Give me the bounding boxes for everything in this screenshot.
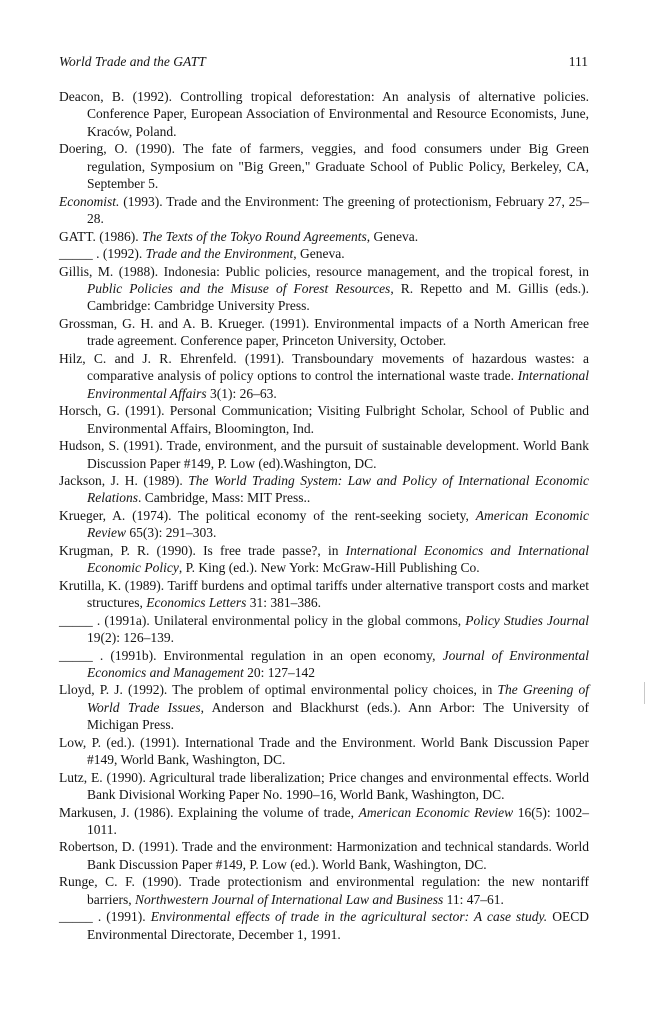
reference-title-italic: The Texts of the Tokyo Round Agreements (141, 228, 367, 244)
reference-entry (59, 804, 589, 839)
reference-text: _____ . (1991a). Unilateral environmental policy in the global commons, (59, 612, 466, 628)
reference-entry (59, 734, 589, 769)
reference-text: Deacon, B. (1992). Controlling tropical deforestation: An analysis of alternative policies. Conference Paper, European Association of Environmental and Resource Economists, June, Kraców, Poland. (59, 89, 589, 139)
reference-text: 16(5): 1002–1011. (87, 804, 589, 838)
reference-entry (59, 542, 589, 577)
reference-text: GATT. (1986). (59, 228, 142, 244)
reference-entry (59, 681, 589, 733)
reference-text: 3(1): 26–63. (206, 385, 277, 401)
reference-entry (59, 908, 589, 943)
reference-entry (59, 647, 589, 682)
reference-entry (59, 315, 589, 350)
reference-text: Runge, C. F. (1990). Trade protectionism and environmental regulation: the new nontariff barriers, (59, 874, 589, 907)
reference-title-italic: Economics Letters (146, 595, 247, 611)
reference-entry (59, 263, 589, 315)
reference-title-italic: Public Policies and the Misuse of Forest Resources (87, 280, 391, 296)
reference-title-italic: International Economics and International Economic Policy (87, 542, 589, 576)
reference-title-italic: The World Trading System: Law and Policy of International Economic Relations (87, 472, 589, 506)
reference-entry (59, 140, 589, 192)
reference-text: 65(3): 291–303. (125, 525, 217, 541)
reference-text: 19(2): 126–139. (87, 630, 174, 646)
reference-text: , R. Repetto and M. Gillis (eds.). Cambridge: Cambridge University Press. (87, 280, 589, 314)
reference-text: (1993). Trade and the Environment: The greening of protectionism, February 27, 25–28. (87, 193, 589, 227)
reference-text: Lutz, E. (1990). Agricultural trade liberalization; Price changes and environmental effects. World Bank Divisional Working Paper No. 1990–16, World Bank, Washington, DC. (59, 769, 589, 803)
reference-text: _____ . (1992). (59, 246, 146, 262)
reference-entry (59, 193, 589, 228)
reference-text: , P. King (ed.). New York: McGraw-Hill Publishing Co. (178, 560, 480, 576)
reference-text: , Geneva. (293, 246, 345, 262)
reference-text: Krutilla, K. (1989). Tariff burdens and optimal tariffs under alternative transport costs and market structures, (59, 577, 589, 611)
reference-text: Markusen, J. (1986). Explaining the volume of trade, (59, 804, 359, 820)
reference-text: Gillis, M. (1988). Indonesia: Public policies, resource management, and the tropical forest, in (59, 263, 589, 279)
reference-entry (59, 402, 589, 437)
reference-entry (59, 350, 589, 402)
reference-text: . Cambridge, Mass: MIT Press.. (138, 490, 311, 506)
reference-text: 20: 127–142 (243, 664, 315, 680)
page-number: 111 (568, 54, 588, 69)
reference-text: Robertson, D. (1991). Trade and the environment: Harmonization and technical standards. World Bank Discussion Paper #149, P. Low (ed.). World Bank, Washington, DC. (59, 839, 589, 872)
reference-entry (59, 612, 589, 647)
reference-entry (59, 577, 589, 612)
reference-text: Krugman, P. R. (1990). Is free trade passe?, in (59, 542, 346, 558)
reference-entry (59, 88, 589, 140)
reference-text: OECD Environmental Directorate, December 1, 1991. (87, 909, 590, 942)
reference-entry (59, 873, 589, 908)
reference-entry (59, 472, 589, 507)
reference-entry (59, 437, 589, 472)
reference-title-italic: Economist. (59, 193, 120, 209)
reference-entry (59, 245, 589, 262)
reference-text: 11: 47–61. (443, 891, 504, 907)
reference-title-italic: The Greening of World Trade Issues (87, 682, 589, 715)
reference-text: _____ . (1991). (59, 909, 151, 925)
reference-text: Low, P. (ed.). (1991). International Trade and the Environment. World Bank Discussion Paper #149, World Bank, Washington, DC. (59, 734, 589, 768)
reference-text: Jackson, J. H. (1989). (59, 472, 189, 488)
reference-text: Hilz, C. and J. R. Ehrenfeld. (1991). Transboundary movements of hazardous wastes: a comparative analysis of policy options to control the international waste trade. (59, 350, 589, 384)
reference-text: , Geneva. (366, 228, 419, 244)
reference-title-italic: Northwestern Journal of International Law and Business (134, 891, 444, 907)
reference-text: Lloyd, P. J. (1992). The problem of optimal environmental policy choices, in (59, 682, 498, 698)
reference-text: Hudson, S. (1991). Trade, environment, and the pursuit of sustainable development. World Bank Discussion Paper #149, P. Low (ed).Washington, DC. (59, 438, 589, 471)
reference-text: Krueger, A. (1974). The political economy of the rent-seeking society, (59, 507, 476, 523)
reference-text: Grossman, G. H. and A. B. Krueger. (1991). Environmental impacts of a North American free trade agreement. Conference paper, Princeton University, October. (59, 315, 589, 349)
reference-entry (59, 228, 589, 245)
reference-title-italic: Environmental effects of trade in the agricultural sector: A case study. (150, 909, 548, 925)
running-header (59, 54, 588, 74)
reference-title-italic: American Economic Review (358, 804, 514, 820)
reference-title-italic: Policy Studies Journal (465, 612, 589, 628)
margin-mark (644, 682, 645, 704)
reference-entry (59, 507, 589, 542)
reference-text: , Anderson and Blackhurst (eds.). Ann Arbor: The University of Michigan Press. (87, 699, 589, 733)
reference-text: 31: 381–386. (246, 595, 321, 611)
running-title: World Trade and the GATT (59, 54, 206, 69)
reference-title-italic: Trade and the Environment (145, 246, 294, 262)
reference-entry (59, 838, 589, 873)
reference-list (59, 88, 589, 943)
reference-text: Doering, O. (1990). The fate of farmers, veggies, and food consumers under Big Green regulation, Symposium on "Big Green," Graduate School of Public Policy, Berkeley, CA, September 5. (59, 141, 589, 192)
reference-title-italic: Journal of Environmental Economics and Management (87, 647, 590, 680)
reference-title-italic: International Environmental Affairs (87, 368, 589, 401)
reference-text: _____ . (1991b). Environmental regulation in an open economy, (59, 647, 443, 663)
reference-entry (59, 769, 589, 804)
reference-title-italic: American Economic Review (87, 507, 590, 541)
reference-text: Horsch, G. (1991). Personal Communication; Visiting Fulbright Scholar, School of Public and Environmental Affairs, Bloomington, Ind. (59, 403, 589, 436)
